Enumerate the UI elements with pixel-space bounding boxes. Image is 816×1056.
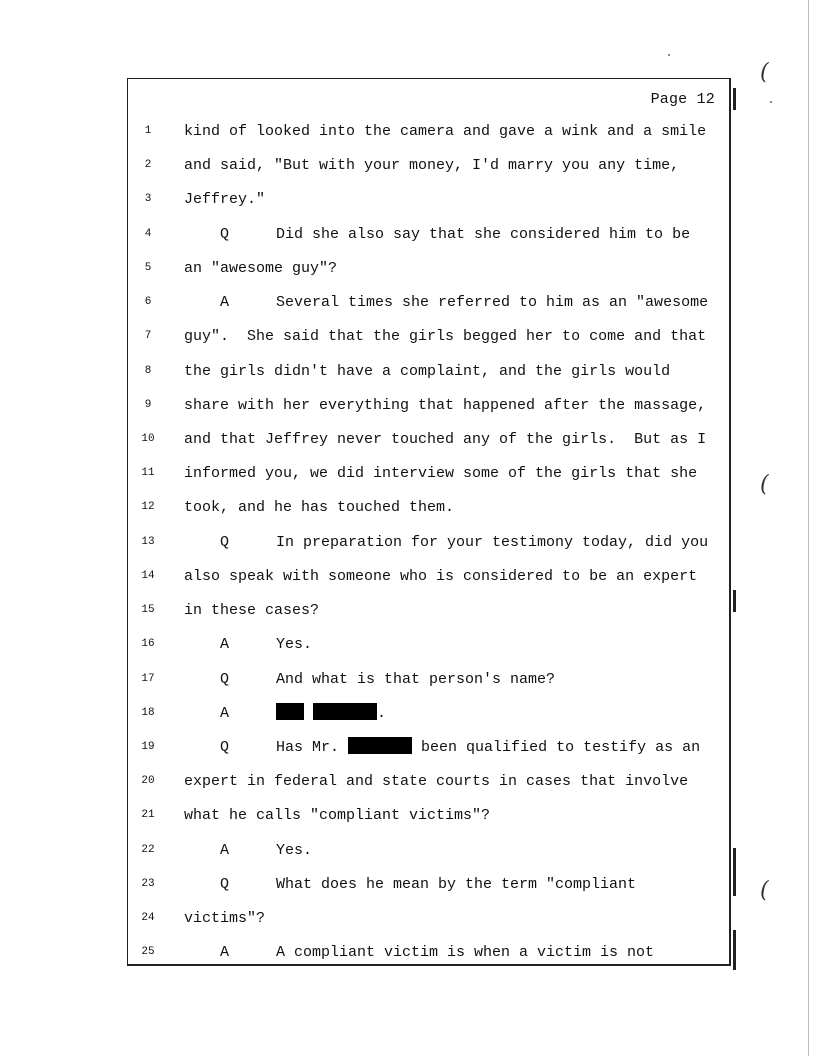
speaker-label: A (220, 294, 230, 311)
transcript-line (128, 532, 729, 556)
line-number: 16 (141, 638, 155, 650)
transcript-line (128, 942, 729, 966)
line-text: the girls didn't have a complaint, and the girls would (184, 363, 671, 380)
transcript-line (128, 634, 729, 658)
transcript-line (128, 258, 729, 282)
line-text: Several times she referred to him as an "awesome (276, 294, 709, 311)
line-text-tail: been qualified to testify as an (421, 739, 701, 756)
line-text: Jeffrey." (184, 191, 266, 208)
transcript-page (127, 78, 731, 966)
speaker-label: A (220, 842, 230, 859)
margin-bracket-mark: ( (760, 878, 769, 903)
transcript-line (128, 874, 729, 898)
scan-speck (770, 101, 772, 103)
line-text: guy". She said that the girls begged her to come and that (184, 328, 707, 345)
line-number: 11 (141, 467, 155, 479)
line-text: A compliant victim is when a victim is not (276, 944, 655, 961)
scan-speck (668, 54, 670, 56)
transcript-line (128, 840, 729, 864)
transcript-line (128, 805, 729, 829)
transcript-line (128, 908, 729, 932)
margin-bracket-mark: ( (760, 60, 769, 85)
line-number: 25 (141, 946, 155, 958)
line-text: victims"? (184, 910, 266, 927)
transcript-line (128, 463, 729, 487)
redaction-block (313, 703, 377, 720)
line-text: in these cases? (184, 602, 320, 619)
line-text-head: Has Mr. (276, 739, 340, 756)
line-number: 3 (144, 193, 152, 205)
line-number: 1 (144, 125, 152, 137)
transcript-line (128, 224, 729, 248)
line-text: In preparation for your testimony today, did you (276, 534, 709, 551)
line-number: 12 (141, 501, 155, 513)
line-text: also speak with someone who is considered to be an expert (184, 568, 698, 585)
page-number-header: Page 12 (650, 91, 715, 108)
transcript-line (128, 292, 729, 316)
redaction-block (276, 703, 304, 720)
transcript-line (128, 155, 729, 179)
speaker-label: Q (220, 876, 230, 893)
line-text: and that Jeffrey never touched any of the girls. But as I (184, 431, 707, 448)
line-text: Yes. (276, 842, 313, 859)
transcript-line (128, 361, 729, 385)
transcript-line (128, 121, 729, 145)
line-number: 24 (141, 912, 155, 924)
speaker-label: Q (220, 534, 230, 551)
line-number: 18 (141, 707, 155, 719)
margin-bracket-mark: ( (760, 472, 769, 497)
line-number: 17 (141, 673, 155, 685)
speaker-label: Q (220, 226, 230, 243)
scan-edge-mark (733, 930, 736, 970)
transcript-line (128, 566, 729, 590)
line-number: 23 (141, 878, 155, 890)
transcript-line (128, 395, 729, 419)
transcript-line (128, 771, 729, 795)
line-text (276, 703, 386, 725)
line-text: What does he mean by the term "compliant (276, 876, 637, 893)
scan-edge-mark (733, 848, 736, 896)
scan-edge-mark (733, 590, 736, 612)
line-text: what he calls "compliant victims"? (184, 807, 491, 824)
speaker-label: Q (220, 671, 230, 688)
line-text: informed you, we did interview some of the girls that she (184, 465, 698, 482)
line-number: 21 (141, 809, 155, 821)
transcript-line (128, 189, 729, 213)
line-text: kind of looked into the camera and gave a wink and a smile (184, 123, 707, 140)
line-text: an "awesome guy"? (184, 260, 338, 277)
line-text: Yes. (276, 636, 313, 653)
line-text: And what is that person's name? (276, 671, 556, 688)
transcript-line (128, 600, 729, 624)
speaker-label: A (220, 636, 230, 653)
line-number: 14 (141, 570, 155, 582)
line-number: 9 (144, 399, 152, 411)
line-number: 5 (144, 262, 152, 274)
line-text-tail: . (377, 705, 387, 722)
transcript-line (128, 326, 729, 350)
line-number: 4 (144, 228, 152, 240)
transcript-line (128, 497, 729, 521)
redaction-block (348, 737, 412, 754)
speaker-label: A (220, 705, 230, 722)
line-number: 7 (144, 330, 152, 342)
line-number: 22 (141, 844, 155, 856)
line-number: 10 (141, 433, 155, 445)
line-number: 2 (144, 159, 152, 171)
line-number: 8 (144, 365, 152, 377)
line-text: expert in federal and state courts in cases that involve (184, 773, 689, 790)
scan-edge-mark (733, 88, 736, 110)
line-text: share with her everything that happened after the massage, (184, 397, 707, 414)
transcript-line (128, 703, 729, 727)
line-number: 19 (141, 741, 155, 753)
transcript-line (128, 429, 729, 453)
speaker-label: A (220, 944, 230, 961)
line-number: 13 (141, 536, 155, 548)
scan-edge-rule (808, 0, 809, 1056)
line-text: and said, "But with your money, I'd marry you any time, (184, 157, 680, 174)
line-number: 6 (144, 296, 152, 308)
speaker-label: Q (220, 739, 230, 756)
transcript-line (128, 669, 729, 693)
line-text: took, and he has touched them. (184, 499, 455, 516)
line-text: Did she also say that she considered him to be (276, 226, 691, 243)
line-number: 20 (141, 775, 155, 787)
transcript-line (128, 737, 729, 761)
line-text (276, 737, 700, 759)
line-number: 15 (141, 604, 155, 616)
